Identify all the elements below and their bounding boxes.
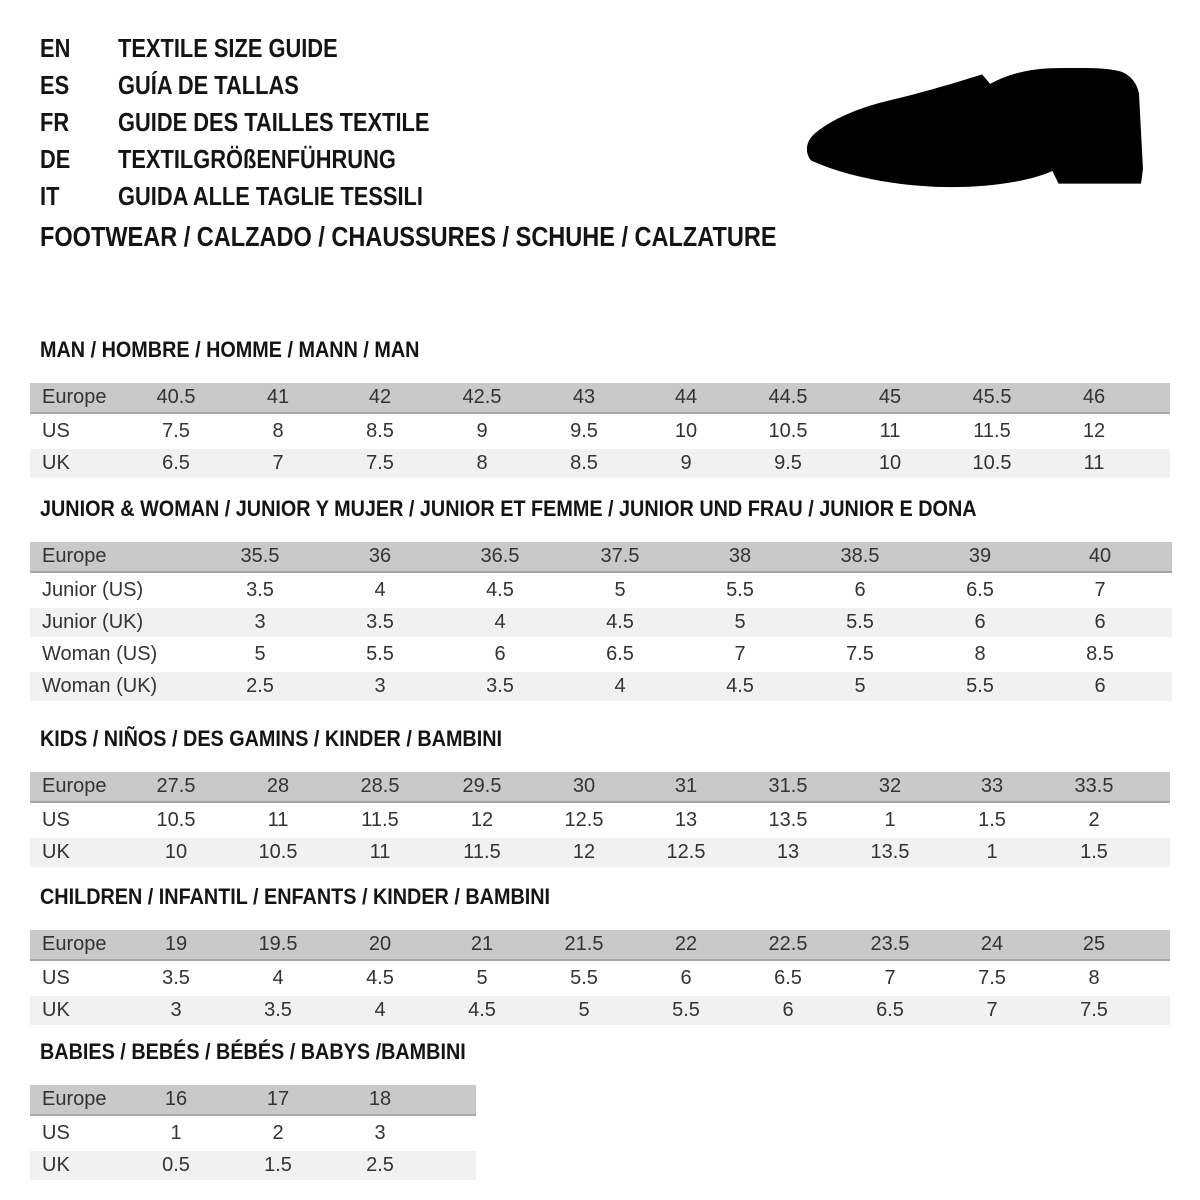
row-label: UK bbox=[30, 449, 125, 478]
size-table-section-children bbox=[30, 885, 1170, 1028]
size-value: 30 bbox=[533, 772, 635, 803]
size-value: 9.5 bbox=[533, 417, 635, 446]
size-value: 8 bbox=[227, 417, 329, 446]
row-label: US bbox=[30, 806, 125, 835]
row-label: US bbox=[30, 964, 125, 993]
size-value: 23.5 bbox=[839, 930, 941, 961]
row-label: Europe bbox=[30, 772, 125, 803]
size-value: 20 bbox=[329, 930, 431, 961]
lang-row-es bbox=[40, 67, 740, 104]
size-value: 13.5 bbox=[839, 838, 941, 867]
size-value: 28 bbox=[227, 772, 329, 803]
size-value: 31 bbox=[635, 772, 737, 803]
size-value: 1 bbox=[125, 1119, 227, 1148]
size-value: 41 bbox=[227, 383, 329, 414]
filler-cell bbox=[431, 1119, 476, 1148]
filler-cell bbox=[1145, 417, 1170, 446]
size-value: 1.5 bbox=[941, 806, 1043, 835]
size-value: 4 bbox=[560, 672, 680, 701]
shoe-silhouette-icon bbox=[803, 66, 1145, 192]
size-value: 17 bbox=[227, 1085, 329, 1116]
size-value: 11 bbox=[227, 806, 329, 835]
row-label: US bbox=[30, 1119, 125, 1148]
size-value: 11.5 bbox=[941, 417, 1043, 446]
size-value: 11 bbox=[329, 838, 431, 867]
size-value: 10 bbox=[839, 449, 941, 478]
table-row bbox=[30, 772, 1170, 803]
size-value: 3 bbox=[200, 608, 320, 637]
size-value: 5 bbox=[431, 964, 533, 993]
size-value: 13 bbox=[635, 806, 737, 835]
row-label: UK bbox=[30, 1151, 125, 1180]
size-value: 29.5 bbox=[431, 772, 533, 803]
row-label: Woman (UK) bbox=[30, 672, 200, 701]
table-row bbox=[30, 640, 1172, 669]
size-value: 3 bbox=[320, 672, 440, 701]
size-value: 5.5 bbox=[533, 964, 635, 993]
size-value: 6.5 bbox=[920, 576, 1040, 605]
filler-cell bbox=[1160, 542, 1172, 573]
size-value: 25 bbox=[1043, 930, 1145, 961]
size-value: 31.5 bbox=[737, 772, 839, 803]
size-value: 5 bbox=[560, 576, 680, 605]
lang-code: IT bbox=[40, 181, 60, 211]
size-value: 10.5 bbox=[737, 417, 839, 446]
table-row bbox=[30, 576, 1172, 605]
size-value: 5.5 bbox=[800, 608, 920, 637]
size-value: 45 bbox=[839, 383, 941, 414]
row-label: Europe bbox=[30, 1085, 125, 1116]
filler-cell bbox=[1145, 383, 1170, 414]
size-value: 5 bbox=[200, 640, 320, 669]
size-value: 7.5 bbox=[329, 449, 431, 478]
size-table-babies bbox=[30, 1082, 476, 1183]
size-table-kids bbox=[30, 769, 1170, 870]
size-value: 10 bbox=[635, 417, 737, 446]
size-value: 3.5 bbox=[440, 672, 560, 701]
size-value: 2 bbox=[227, 1119, 329, 1148]
size-value: 6.5 bbox=[737, 964, 839, 993]
size-value: 7.5 bbox=[800, 640, 920, 669]
size-value: 11.5 bbox=[431, 838, 533, 867]
row-label: Woman (US) bbox=[30, 640, 200, 669]
table-title-children: CHILDREN / INFANTIL / ENFANTS / KINDER / BAMBINI bbox=[40, 884, 551, 909]
size-value: 4.5 bbox=[440, 576, 560, 605]
size-value: 10 bbox=[125, 838, 227, 867]
size-value: 6 bbox=[920, 608, 1040, 637]
size-value: 2.5 bbox=[200, 672, 320, 701]
size-table-junior bbox=[30, 539, 1172, 704]
size-value: 21 bbox=[431, 930, 533, 961]
lang-row-en bbox=[40, 30, 740, 67]
size-value: 3.5 bbox=[227, 996, 329, 1025]
size-value: 24 bbox=[941, 930, 1043, 961]
size-value: 12.5 bbox=[635, 838, 737, 867]
size-value: 40.5 bbox=[125, 383, 227, 414]
row-label: UK bbox=[30, 838, 125, 867]
size-value: 8 bbox=[1043, 964, 1145, 993]
table-row bbox=[30, 930, 1170, 961]
size-table-man bbox=[30, 380, 1170, 481]
lang-row-de bbox=[40, 141, 740, 178]
size-value: 8 bbox=[431, 449, 533, 478]
size-value: 33.5 bbox=[1043, 772, 1145, 803]
size-value: 3.5 bbox=[320, 608, 440, 637]
size-value: 6 bbox=[1040, 608, 1160, 637]
size-value: 4 bbox=[440, 608, 560, 637]
size-value: 6 bbox=[440, 640, 560, 669]
filler-cell bbox=[431, 1085, 476, 1116]
size-value: 5.5 bbox=[680, 576, 800, 605]
size-value: 3.5 bbox=[200, 576, 320, 605]
size-value: 7.5 bbox=[125, 417, 227, 446]
lang-code: DE bbox=[40, 144, 71, 174]
size-value: 38.5 bbox=[800, 542, 920, 573]
filler-cell bbox=[1145, 806, 1170, 835]
size-value: 5.5 bbox=[320, 640, 440, 669]
size-value: 2 bbox=[1043, 806, 1145, 835]
size-value: 4.5 bbox=[560, 608, 680, 637]
table-row bbox=[30, 964, 1170, 993]
size-value: 11 bbox=[839, 417, 941, 446]
size-value: 8.5 bbox=[1040, 640, 1160, 669]
row-label: UK bbox=[30, 996, 125, 1025]
size-value: 7.5 bbox=[1043, 996, 1145, 1025]
size-value: 42 bbox=[329, 383, 431, 414]
filler-cell bbox=[1145, 996, 1170, 1025]
size-value: 1 bbox=[941, 838, 1043, 867]
size-value: 46 bbox=[1043, 383, 1145, 414]
size-value: 6.5 bbox=[560, 640, 680, 669]
size-value: 6.5 bbox=[125, 449, 227, 478]
size-value: 19.5 bbox=[227, 930, 329, 961]
size-table-children bbox=[30, 927, 1170, 1028]
size-value: 1 bbox=[839, 806, 941, 835]
size-value: 4.5 bbox=[431, 996, 533, 1025]
table-row bbox=[30, 1085, 476, 1116]
size-value: 2.5 bbox=[329, 1151, 431, 1180]
size-value: 13 bbox=[737, 838, 839, 867]
size-table-section-babies bbox=[30, 1040, 513, 1183]
size-value: 39 bbox=[920, 542, 1040, 573]
size-value: 7 bbox=[680, 640, 800, 669]
row-label: Europe bbox=[30, 383, 125, 414]
row-label: Europe bbox=[30, 930, 125, 961]
table-row bbox=[30, 417, 1170, 446]
size-value: 6 bbox=[635, 964, 737, 993]
table-title-junior: JUNIOR & WOMAN / JUNIOR Y MUJER / JUNIOR ET FEMME / JUNIOR UND FRAU / JUNIOR E DONA bbox=[40, 496, 977, 521]
size-value: 18 bbox=[329, 1085, 431, 1116]
size-value: 0.5 bbox=[125, 1151, 227, 1180]
filler-cell bbox=[1160, 576, 1172, 605]
size-value: 32 bbox=[839, 772, 941, 803]
size-value: 1.5 bbox=[227, 1151, 329, 1180]
size-value: 16 bbox=[125, 1085, 227, 1116]
size-value: 5.5 bbox=[920, 672, 1040, 701]
size-value: 6 bbox=[737, 996, 839, 1025]
lang-code: ES bbox=[40, 70, 70, 100]
size-value: 22.5 bbox=[737, 930, 839, 961]
size-value: 7 bbox=[839, 964, 941, 993]
size-value: 7 bbox=[941, 996, 1043, 1025]
size-value: 21.5 bbox=[533, 930, 635, 961]
size-value: 4 bbox=[227, 964, 329, 993]
size-value: 22 bbox=[635, 930, 737, 961]
language-header bbox=[40, 30, 740, 215]
size-value: 36.5 bbox=[440, 542, 560, 573]
size-value: 4.5 bbox=[680, 672, 800, 701]
table-row bbox=[30, 1151, 476, 1180]
size-value: 6.5 bbox=[839, 996, 941, 1025]
filler-cell bbox=[1160, 672, 1172, 701]
filler-cell bbox=[1160, 640, 1172, 669]
size-value: 7.5 bbox=[941, 964, 1043, 993]
filler-cell bbox=[1145, 930, 1170, 961]
size-value: 19 bbox=[125, 930, 227, 961]
table-row bbox=[30, 806, 1170, 835]
size-value: 1.5 bbox=[1043, 838, 1145, 867]
size-value: 9.5 bbox=[737, 449, 839, 478]
size-value: 4.5 bbox=[329, 964, 431, 993]
size-table-section-man bbox=[30, 338, 1170, 481]
size-value: 42.5 bbox=[431, 383, 533, 414]
category-title: FOOTWEAR / CALZADO / CHAUSSURES / SCHUHE / CALZATURE bbox=[40, 221, 777, 252]
size-value: 44 bbox=[635, 383, 737, 414]
size-value: 43 bbox=[533, 383, 635, 414]
filler-cell bbox=[1160, 608, 1172, 637]
table-row bbox=[30, 1119, 476, 1148]
size-value: 9 bbox=[431, 417, 533, 446]
size-value: 27.5 bbox=[125, 772, 227, 803]
size-value: 11.5 bbox=[329, 806, 431, 835]
size-value: 33 bbox=[941, 772, 1043, 803]
size-value: 40 bbox=[1040, 542, 1160, 573]
table-row bbox=[30, 608, 1172, 637]
size-value: 12 bbox=[431, 806, 533, 835]
size-value: 12 bbox=[1043, 417, 1145, 446]
size-value: 12.5 bbox=[533, 806, 635, 835]
row-label: US bbox=[30, 417, 125, 446]
size-value: 38 bbox=[680, 542, 800, 573]
filler-cell bbox=[1145, 772, 1170, 803]
lang-row-fr bbox=[40, 104, 740, 141]
table-row bbox=[30, 542, 1172, 573]
size-value: 5 bbox=[680, 608, 800, 637]
table-row bbox=[30, 838, 1170, 867]
size-value: 6 bbox=[800, 576, 920, 605]
size-value: 10.5 bbox=[941, 449, 1043, 478]
table-title-babies: BABIES / BEBÉS / BÉBÉS / BABYS /BAMBINI bbox=[40, 1039, 466, 1064]
size-value: 9 bbox=[635, 449, 737, 478]
size-value: 7 bbox=[1040, 576, 1160, 605]
lang-code: EN bbox=[40, 33, 71, 63]
size-value: 5.5 bbox=[635, 996, 737, 1025]
size-value: 45.5 bbox=[941, 383, 1043, 414]
size-table-section-junior bbox=[30, 497, 1172, 704]
lang-label: TEXTILGRÖßENFÜHRUNG bbox=[118, 144, 396, 174]
lang-label: GUÍA DE TALLAS bbox=[118, 70, 299, 100]
size-value: 36 bbox=[320, 542, 440, 573]
lang-label: TEXTILE SIZE GUIDE bbox=[118, 33, 338, 63]
size-value: 3.5 bbox=[125, 964, 227, 993]
size-value: 3 bbox=[125, 996, 227, 1025]
row-label: Europe bbox=[30, 542, 200, 573]
size-value: 3 bbox=[329, 1119, 431, 1148]
size-value: 44.5 bbox=[737, 383, 839, 414]
table-title-kids: KIDS / NIÑOS / DES GAMINS / KINDER / BAMBINI bbox=[40, 726, 503, 751]
size-value: 7 bbox=[227, 449, 329, 478]
filler-cell bbox=[1145, 449, 1170, 478]
table-row bbox=[30, 449, 1170, 478]
lang-row-it bbox=[40, 178, 740, 215]
size-value: 6 bbox=[1040, 672, 1160, 701]
filler-cell bbox=[1145, 838, 1170, 867]
size-value: 8.5 bbox=[533, 449, 635, 478]
table-row bbox=[30, 996, 1170, 1025]
lang-label: GUIDA ALLE TAGLIE TESSILI bbox=[118, 181, 423, 211]
size-value: 5 bbox=[533, 996, 635, 1025]
size-value: 10.5 bbox=[227, 838, 329, 867]
row-label: Junior (UK) bbox=[30, 608, 200, 637]
size-value: 10.5 bbox=[125, 806, 227, 835]
table-row bbox=[30, 383, 1170, 414]
size-value: 13.5 bbox=[737, 806, 839, 835]
size-value: 8 bbox=[920, 640, 1040, 669]
size-value: 35.5 bbox=[200, 542, 320, 573]
size-value: 5 bbox=[800, 672, 920, 701]
size-value: 28.5 bbox=[329, 772, 431, 803]
size-table-section-kids bbox=[30, 727, 1170, 870]
row-label: Junior (US) bbox=[30, 576, 200, 605]
size-value: 12 bbox=[533, 838, 635, 867]
filler-cell bbox=[1145, 964, 1170, 993]
lang-code: FR bbox=[40, 107, 70, 137]
lang-label: GUIDE DES TAILLES TEXTILE bbox=[118, 107, 430, 137]
size-value: 4 bbox=[320, 576, 440, 605]
filler-cell bbox=[431, 1151, 476, 1180]
size-value: 37.5 bbox=[560, 542, 680, 573]
table-row bbox=[30, 672, 1172, 701]
size-value: 11 bbox=[1043, 449, 1145, 478]
size-value: 8.5 bbox=[329, 417, 431, 446]
table-title-man: MAN / HOMBRE / HOMME / MANN / MAN bbox=[40, 337, 420, 362]
size-value: 4 bbox=[329, 996, 431, 1025]
